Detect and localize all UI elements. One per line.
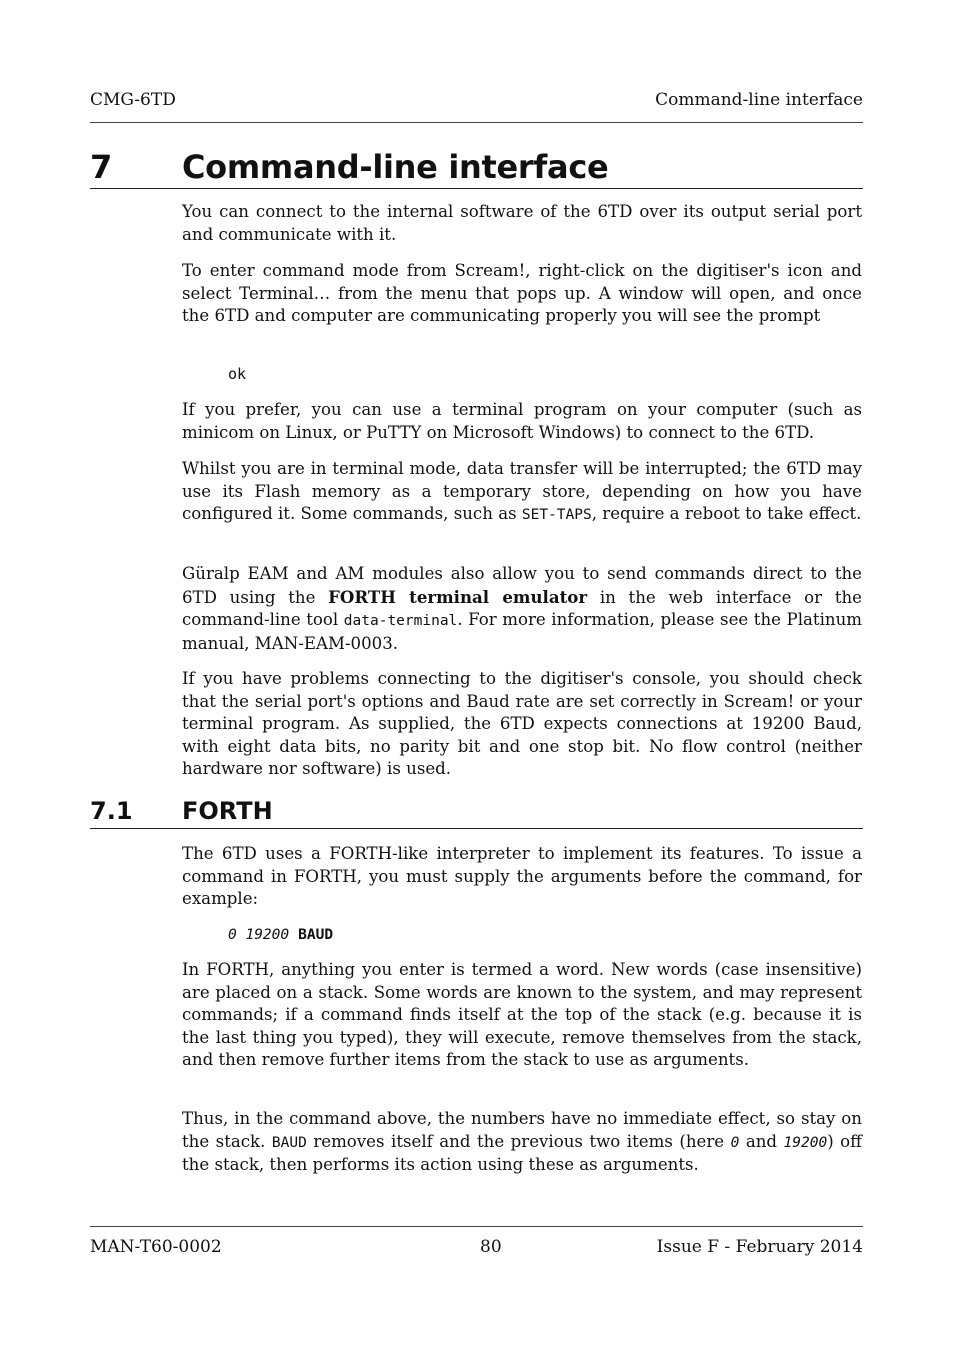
example-args: 0 19200 xyxy=(228,927,290,943)
paragraph-terminal-mode: Whilst you are in terminal mode, data transfer will be interrupted; the 6TD may use its Flash memory as a temporary store, depending on how you have configured it. Some commands, such as SET-TAPS, require a reboot to take effect. xyxy=(182,459,862,524)
code-arg-19200: 19200 xyxy=(783,1134,828,1151)
paragraph-forth-intro: The 6TD uses a FORTH-like interpreter to implement its features. To issue a command in FORTH, you must supply the arguments before the command, for example: xyxy=(182,844,862,909)
example-cmd: BAUD xyxy=(298,927,334,943)
header-divider xyxy=(90,122,863,123)
chapter-title: Command-line interface xyxy=(182,148,609,186)
paragraph-forth-words: In FORTH, anything you enter is termed a word. New words (case insensitive) are placed on a stack. Some words are known to the system, and may represent commands; if a command finds itself at the top of the stack (e.g. because it is the last thing you typed), they will execute, remove themselves from the stack, and then remove further items from the stack to use as arguments. xyxy=(182,960,862,1070)
chapter-heading xyxy=(90,146,863,189)
header-chapter-title: Command-line interface xyxy=(655,90,863,110)
command-example xyxy=(228,925,333,943)
page-header xyxy=(90,90,863,114)
paragraph-terminal-program: If you prefer, you can use a terminal program on your computer (such as minicom on Linux, or PuTTY on Microsoft Windows) to connect to the 6TD. xyxy=(182,400,862,442)
code-arg-0: 0 xyxy=(730,1134,740,1151)
page-footer xyxy=(90,1237,863,1261)
footer-document-number: MAN-T60-0002 xyxy=(90,1237,222,1257)
paragraph-command-explanation: Thus, in the command above, the numbers have no immediate effect, so stay on the stack. BAUD removes itself and the previous two items (here 0 and 19200) off the stack, then performs its action using these as arguments. xyxy=(182,1109,862,1175)
code-set-taps: SET-TAPS xyxy=(521,507,592,524)
chapter-number: 7 xyxy=(90,148,113,186)
paragraph-eam-modules: Güralp EAM and AM modules also allow you to send commands direct to the 6TD using the FORTH terminal emulator in the web interface or the command-line tool data-terminal. For more information, please see the Platinum manual, MAN-EAM-0003. xyxy=(182,564,863,653)
footer-page-number: 80 xyxy=(480,1237,502,1257)
code-data-terminal: data-terminal xyxy=(343,613,458,630)
section-number: 7.1 xyxy=(90,797,133,825)
code-baud: BAUD xyxy=(271,1134,307,1151)
paragraph-enter-command-mode: To enter command mode from Scream!, right-click on the digitiser's icon and select Terminal… from the menu that pops up. A window will open, and once the 6TD and computer are communicating properly you will see the prompt xyxy=(182,261,862,326)
paragraph-intro: You can connect to the internal software of the 6TD over its output serial port and communicate with it. xyxy=(182,202,862,244)
section-heading xyxy=(90,796,863,829)
paragraph-connection-problems: If you have problems connecting to the digitiser's console, you should check that the serial port's options and Baud rate are set correctly in Scream! or your terminal program. As supplied, the 6TD expects connections at 19200 Baud, with eight data bits, no parity bit and one stop bit. No flow control (neither hardware nor software) is used. xyxy=(182,669,862,779)
footer-divider xyxy=(90,1226,863,1227)
header-product: CMG-6TD xyxy=(90,90,176,110)
footer-issue: Issue F - February 2014 xyxy=(656,1237,863,1257)
forth-terminal-emulator-label: FORTH terminal emulator xyxy=(328,586,588,607)
prompt-example: ok xyxy=(228,365,247,383)
section-title: FORTH xyxy=(182,797,273,825)
